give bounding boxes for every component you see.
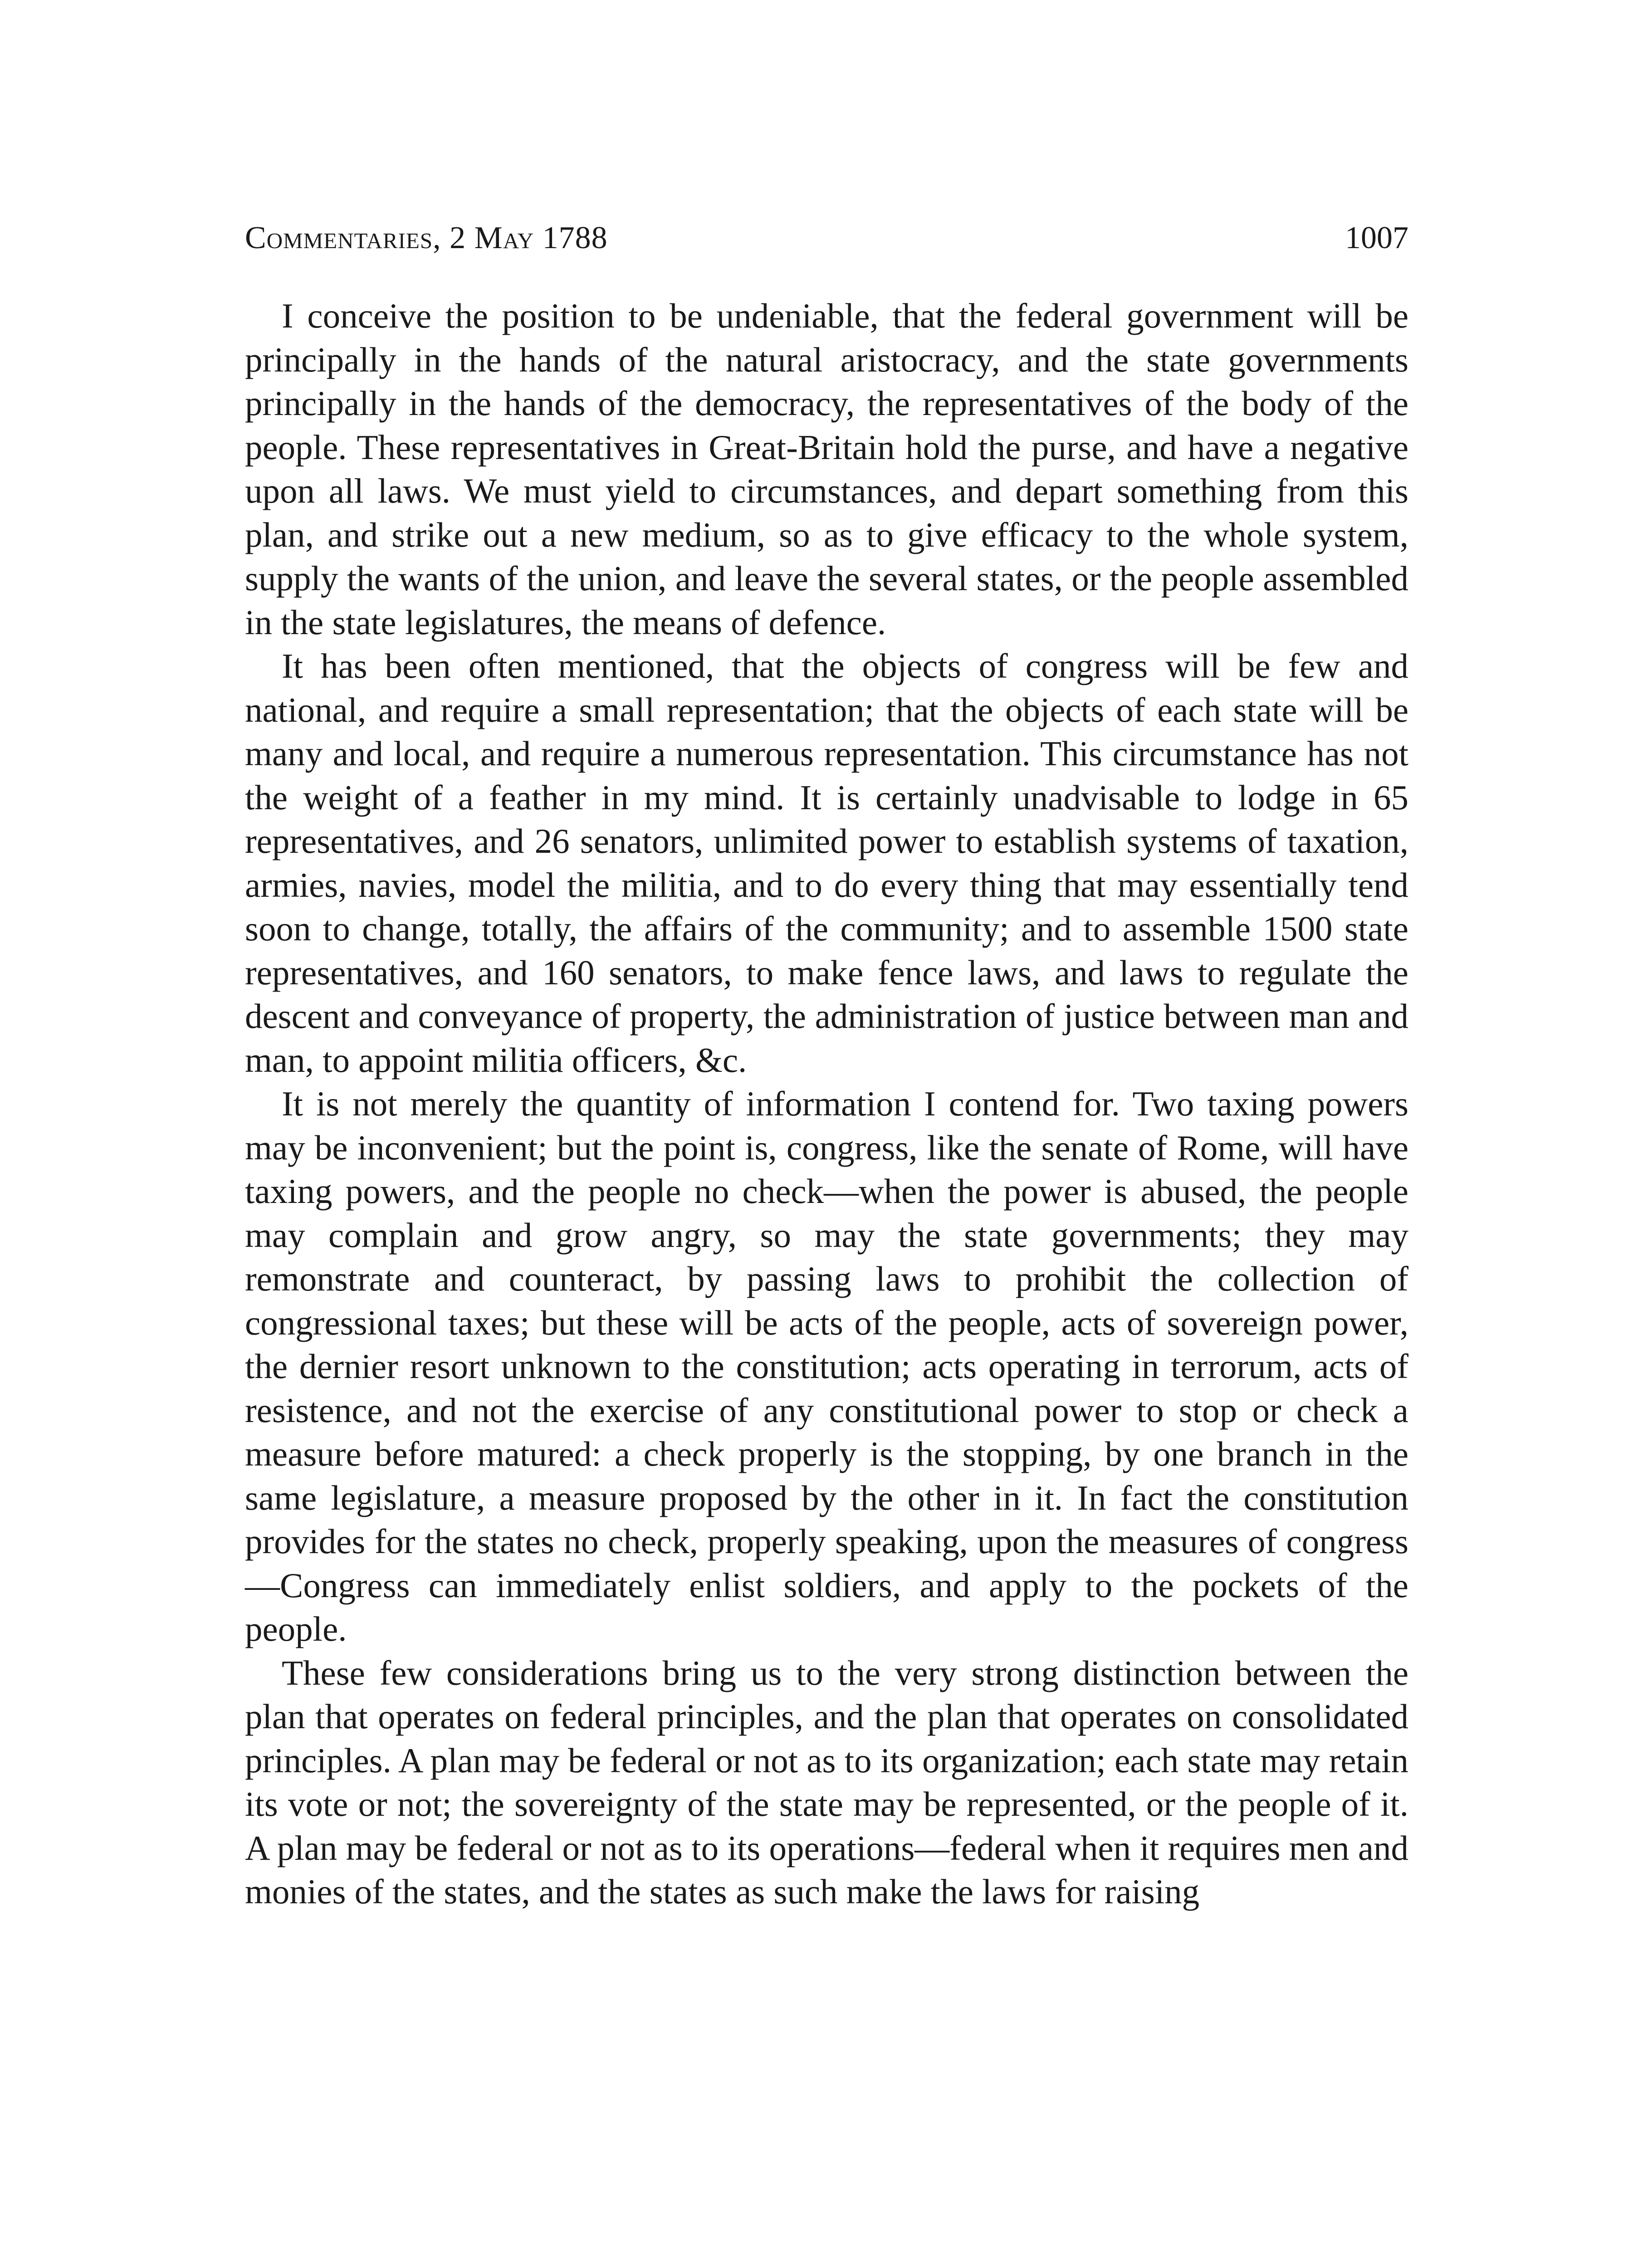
running-head-title: Commentaries, 2 May 1788 bbox=[245, 220, 608, 255]
paragraph: It has been often mentioned, that the objects of congress will be few and national, and require a small representation; that the objects of each state will be many and local, and require a numerous representation. This circumstance has not the weight of a feather in my mind. It is certainly unadvisable to lodge in 65 representatives, and 26 senators, unlimited power to establish systems of taxation, armies, navies, model the militia, and to do every thing that may essentially tend soon to change, totally, the affairs of the community; and to assemble 1500 state representatives, and 160 senators, to make fence laws, and laws to regulate the descent and conveyance of property, the administration of justice between man and man, to appoint militia officers, &c. bbox=[245, 646, 1408, 1080]
body-text bbox=[245, 294, 1408, 1914]
paragraph: These few considerations bring us to the very strong distinction between the plan that operates on federal principles, and the plan that operates on consolidated principles. A plan may be federal or not as to its organization; each state may retain its vote or not; the sovereignty of the state may be represented, or the people of it. A plan may be federal or not as to its operations—federal when it requires men and monies of the states, and the states as such make the laws for raising bbox=[245, 1653, 1408, 1911]
running-head bbox=[245, 213, 1408, 263]
paragraph: I conceive the position to be undeniable, that the federal government will be principally in the hands of the natural aristocracy, and the state governments principally in the hands of the democracy, the representatives of the body of the people. These representatives in Great-Britain hold the purse, and have a negative upon all laws. We must yield to circumstances, and depart something from this plan, and strike out a new medium, so as to give efficacy to the whole system, supply the wants of the union, and leave the several states, or the people assembled in the state legislatures, the means of defence. bbox=[245, 296, 1408, 642]
page-number: 1007 bbox=[1345, 220, 1408, 255]
document-page bbox=[245, 213, 1408, 1914]
paragraph: It is not merely the quantity of information I contend for. Two taxing powers may be inconvenient; but the point is, congress, like the senate of Rome, will have taxing powers, and the people no check—when the power is abused, the people may complain and grow angry, so may the state governments; they may remonstrate and counteract, by passing laws to prohibit the collection of congressional taxes; but these will be acts of the people, acts of sovereign power, the dernier resort unknown to the constitution; acts operating in terrorum, acts of resistence, and not the exercise of any constitutional power to stop or check a measure before matured: a check properly is the stopping, by one branch in the same legislature, a measure proposed by the other in it. In fact the constitution provides for the states no check, properly speaking, upon the measures of congress—Congress can immediately enlist soldiers, and apply to the pockets of the people. bbox=[245, 1084, 1408, 1648]
